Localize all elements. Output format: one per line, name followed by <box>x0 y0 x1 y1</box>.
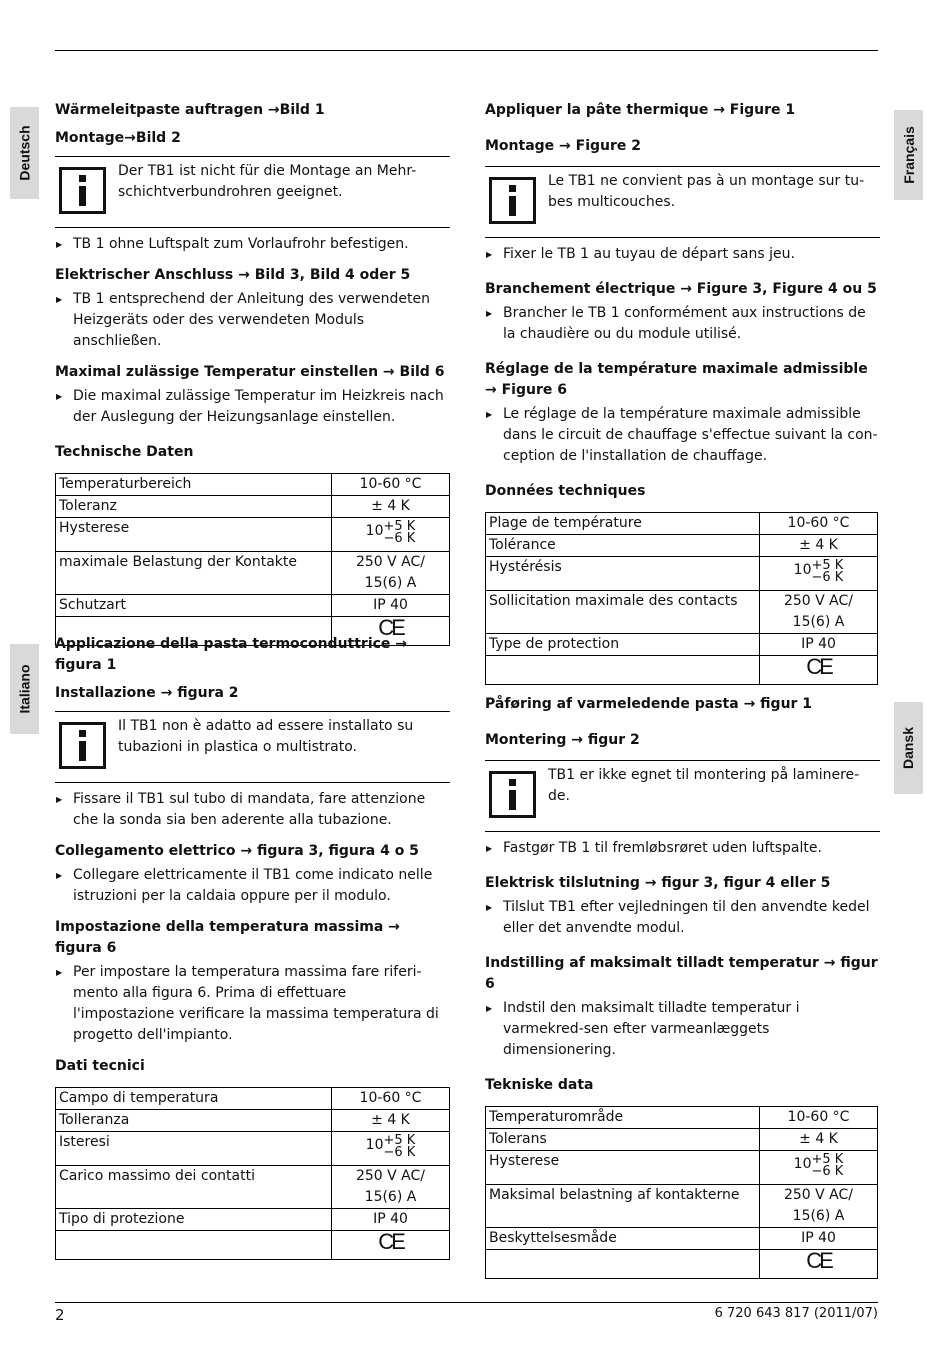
tech-data-table <box>55 1087 450 1260</box>
table-row <box>486 1250 878 1279</box>
heading-tech-data: Tekniske data <box>485 1077 594 1093</box>
top-rule <box>55 50 878 51</box>
heading-electrical: Elektrisk tilslutning → figur 3, figur 4 eller 5 <box>485 875 831 891</box>
tab-deutsch <box>10 107 39 199</box>
note-text: TB1 er ikke egnet til montering på laminere-de. <box>548 767 860 804</box>
tab-label: Italiano <box>16 664 33 714</box>
tab-dansk <box>894 702 923 794</box>
info-note <box>55 711 450 783</box>
info-icon <box>489 771 536 818</box>
bullet-item: ▶ Le réglage de la température maximale admissible dans le circuit de chauffage s'effectue suivant la con-ception de l'installation de chauffage. <box>485 404 880 467</box>
info-icon <box>489 177 536 224</box>
table-row: Hysterese 10 +5 K −6 K <box>56 518 450 552</box>
heading-paste: Wärmeleitpaste auftragen →Bild 1 <box>55 102 325 118</box>
note-text: Der TB1 ist nicht für die Montage an Mehr-schichtverbundrohren geeignet. <box>118 163 417 200</box>
note-text: Il TB1 non è adatto ad essere installato su tubazioni in plastica o multistrato. <box>118 718 414 755</box>
bullet-item: ▶ Fixer le TB 1 au tuyau de départ sans jeu. <box>485 244 880 265</box>
heading-max-temp: Maximal zulässige Temperatur einstellen → Bild 6 <box>55 364 445 380</box>
heading-tech-data: Données techniques <box>485 483 646 499</box>
info-note <box>485 166 880 238</box>
tech-data-table <box>485 1106 878 1279</box>
heading-paste: Applicazione della pasta termoconduttrice → figura 1 <box>55 636 408 673</box>
table-row: Toleranz ± 4 K <box>56 496 450 518</box>
table-row <box>56 1231 450 1260</box>
heading-max-temp: Impostazione della temperatura massima → figura 6 <box>55 919 400 956</box>
table-row: Temperaturområde 10-60 °C <box>486 1107 878 1129</box>
table-row: Plage de température 10-60 °C <box>486 513 878 535</box>
bullet-item: ▶ Tilslut TB1 efter vejledningen til den anvendte kedel eller det anvendte modul. <box>485 897 880 939</box>
tab-label: Français <box>900 126 917 184</box>
table-row: Tolérance ± 4 K <box>486 535 878 557</box>
table-row: Hysterese 10 +5 K −6 K <box>486 1151 878 1185</box>
info-note <box>55 156 450 228</box>
heading-montage: Installazione → figura 2 <box>55 685 239 701</box>
bottom-rule <box>55 1302 878 1303</box>
ce-mark: CE <box>806 1248 831 1273</box>
table-row: Campo di temperatura 10-60 °C <box>56 1088 450 1110</box>
tech-data-table <box>55 473 450 646</box>
tech-data-table <box>485 512 878 685</box>
ce-mark: CE <box>378 615 403 640</box>
table-row <box>486 656 878 685</box>
tab-label: Deutsch <box>16 125 33 181</box>
table-row: Carico massimo dei contatti 250 V AC/ 15(6) A <box>56 1166 450 1209</box>
bullet-item: ▶ Fissare il TB1 sul tubo di mandata, fare attenzione che la sonda sia ben aderente alla tubazione. <box>55 789 450 831</box>
section-deutsch <box>55 100 450 646</box>
info-icon <box>59 722 106 769</box>
heading-tech-data: Technische Daten <box>55 444 194 460</box>
note-text: Le TB1 ne convient pas à un montage sur tu-bes multicouches. <box>548 173 865 210</box>
tab-italiano <box>10 644 39 734</box>
tab-francais <box>894 110 923 200</box>
info-icon <box>59 167 106 214</box>
heading-electrical: Collegamento elettrico → figura 3, figura 4 o 5 <box>55 843 419 859</box>
heading-tech-data: Dati tecnici <box>55 1058 145 1074</box>
bullet-item: ▶ TB 1 entsprechend der Anleitung des verwendeten Heizgeräts oder des verwendeten Moduls anschließen. <box>55 289 450 352</box>
table-row: Hystérésis 10 +5 K −6 K <box>486 557 878 591</box>
heading-max-temp: Indstilling af maksimalt tilladt temperatur → figur 6 <box>485 955 878 992</box>
ce-mark: CE <box>806 654 831 679</box>
table-row: Schutzart IP 40 <box>56 595 450 617</box>
table-row: Temperaturbereich 10-60 °C <box>56 474 450 496</box>
page-number: 2 <box>55 1306 65 1324</box>
table-row: Isteresi 10 +5 K −6 K <box>56 1132 450 1166</box>
bullet-item: ▶ Collegare elettricamente il TB1 come indicato nelle istruzioni per la caldaia oppure per il modulo. <box>55 865 450 907</box>
ce-mark: CE <box>378 1229 403 1254</box>
section-dansk <box>485 694 880 1279</box>
tab-label: Dansk <box>900 726 917 770</box>
bullet-item: ▶ Indstil den maksimalt tilladte temperatur i varmekred-sen efter varmeanlæggets dimensionering. <box>485 998 880 1061</box>
table-row: Type de protection IP 40 <box>486 634 878 656</box>
heading-max-temp: Réglage de la température maximale admissible → Figure 6 <box>485 361 868 398</box>
bullet-item: ▶ TB 1 ohne Luftspalt zum Vorlaufrohr befestigen. <box>55 234 450 255</box>
table-row: maximale Belastung der Kontakte 250 V AC/ 15(6) A <box>56 552 450 595</box>
bullet-item: ▶ Fastgør TB 1 til fremløbsrøret uden luftspalte. <box>485 838 880 859</box>
section-francais <box>485 100 880 685</box>
info-note <box>485 760 880 832</box>
section-italiano <box>55 634 450 1260</box>
table-row: Sollicitation maximale des contacts 250 V AC/ 15(6) A <box>486 591 878 634</box>
bullet-item: ▶ Brancher le TB 1 conformément aux instructions de la chaudière ou du module utilisé. <box>485 303 880 345</box>
heading-electrical: Branchement électrique → Figure 3, Figure 4 ou 5 <box>485 281 877 297</box>
heading-electrical: Elektrischer Anschluss → Bild 3, Bild 4 oder 5 <box>55 267 411 283</box>
bullet-item: ▶ Per impostare la temperatura massima fare riferi-mento alla figura 6. Prima di effettuare l'impostazione verificare la massima temperatura di progetto dell'impianto. <box>55 962 450 1046</box>
bullet-item: ▶ Die maximal zulässige Temperatur im Heizkreis nach der Auslegung der Heizungsanlage einstellen. <box>55 386 450 428</box>
heading-paste: Påføring af varmeledende pasta → figur 1 <box>485 696 813 712</box>
document-id: 6 720 643 817 (2011/07) <box>714 1306 878 1321</box>
heading-montage: Montering → figur 2 <box>485 732 640 748</box>
heading-montage: Montage → Figure 2 <box>485 138 642 154</box>
table-row: Maksimal belastning af kontakterne 250 V AC/ 15(6) A <box>486 1185 878 1228</box>
table-row: Tipo di protezione IP 40 <box>56 1209 450 1231</box>
heading-paste: Appliquer la pâte thermique → Figure 1 <box>485 102 796 118</box>
table-row: Tolleranza ± 4 K <box>56 1110 450 1132</box>
table-row: Tolerans ± 4 K <box>486 1129 878 1151</box>
table-row: Beskyttelsesmåde IP 40 <box>486 1228 878 1250</box>
heading-montage: Montage→Bild 2 <box>55 130 181 146</box>
